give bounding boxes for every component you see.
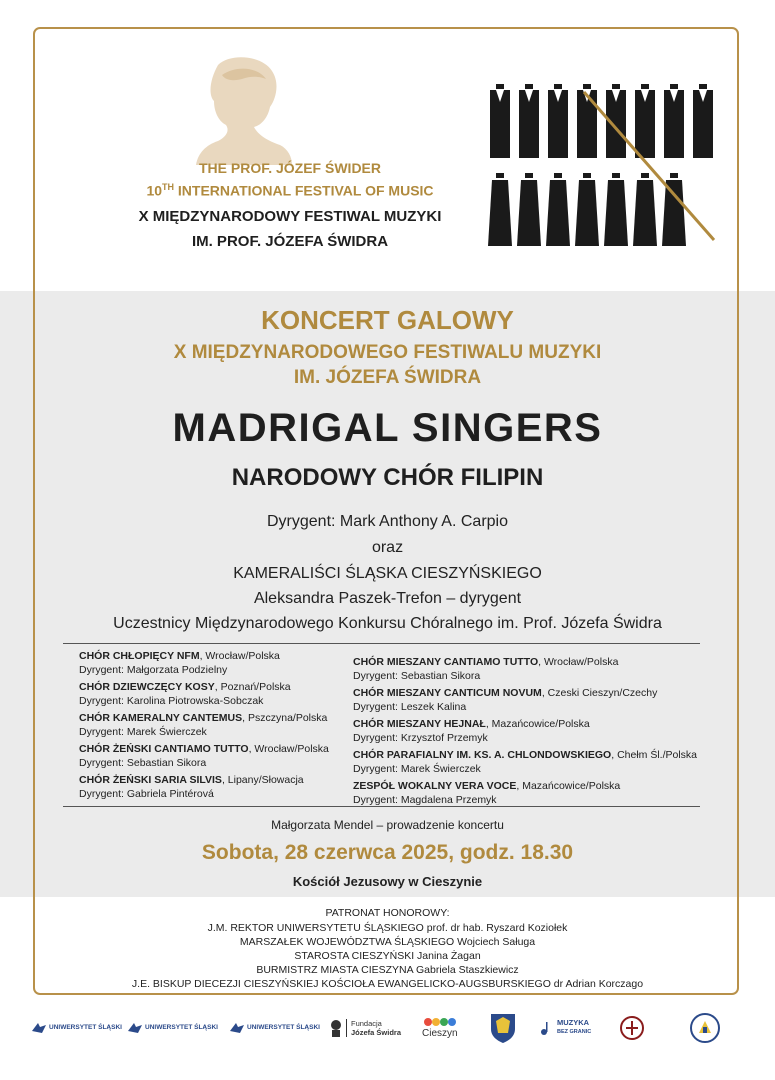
university-logo-2: UNIWERSYTET ŚLĄSKI bbox=[128, 1005, 218, 1050]
list-item: CHÓR KAMERALNY CANTEMUS, Pszczyna/Polska Dyrygent: Marek Świerczek bbox=[79, 712, 328, 738]
divider-bottom bbox=[63, 806, 700, 807]
concert-subtitle-2: IM. JÓZEFA ŚWIDRA bbox=[293, 367, 482, 388]
ensembles-left-column bbox=[79, 649, 389, 804]
portrait-silhouette-icon bbox=[196, 55, 292, 165]
and-line: oraz bbox=[371, 539, 404, 556]
fundacja-logo: Fundacja Józefa Świdra bbox=[330, 1005, 401, 1050]
ensembles-right-column bbox=[353, 655, 703, 810]
header-line-1: THE PROF. JÓZEF ŚWIDER bbox=[198, 160, 381, 176]
university-emblem-icon bbox=[230, 1023, 244, 1033]
patronage-line: J.E. BISKUP DIECEZJI CIESZYŃSKIEJ KOŚCIOŁA EWANGELICKO-AUGSBURSKIEGO dr Adrian Korczago bbox=[131, 978, 644, 990]
patronage-line: MARSZAŁEK WOJEWÓDZTWA ŚLĄSKIEGO Wojciech Saługa bbox=[239, 936, 536, 948]
university-logo-1: UNIWERSYTET ŚLĄSKI bbox=[32, 1005, 122, 1050]
conductor-line: Dyrygent: Mark Anthony A. Carpio bbox=[267, 513, 508, 530]
host-line: Małgorzata Mendel – prowadzenie koncertu bbox=[271, 818, 504, 832]
sponsor-logos bbox=[0, 1005, 775, 1050]
list-item: CHÓR MIESZANY HEJNAŁ, Mazańcowice/Polska Dyrygent: Krzysztof Przemyk bbox=[353, 718, 590, 744]
cieszyn-dots-icon bbox=[423, 1016, 457, 1028]
event-date: Sobota, 28 czerwca 2025, godz. 18.30 bbox=[201, 841, 574, 864]
second-group: KAMERALIŚCI ŚLĄSKA CIESZYŃSKIEGO bbox=[233, 565, 542, 582]
list-item: CHÓR ŻEŃSKI CANTIAMO TUTTO, Wrocław/Polska Dyrygent: Sebastian Sikora bbox=[79, 743, 329, 769]
patronage-line: BURMISTRZ MIASTA CIESZYNA Gabriela Staszkiewicz bbox=[256, 964, 519, 976]
participants-line: Uczestnicy Międzynarodowego Konkursu Chóralnego im. Prof. Józefa Świdra bbox=[113, 615, 662, 632]
list-item: CHÓR ŻEŃSKI SARIA SILVIS, Lipany/Słowacja Dyrygent: Gabriela Pintérová bbox=[79, 774, 304, 800]
university-emblem-icon bbox=[32, 1023, 46, 1033]
list-item: CHÓR MIESZANY CANTICUM NOVUM, Czeski Cieszyn/Czechy Dyrygent: Leszek Kalina bbox=[353, 687, 658, 713]
concert-title: KONCERT GALOWY bbox=[261, 305, 514, 335]
concert-subtitle-1: X MIĘDZYNARODOWEGO FESTIWALU MUZYKI bbox=[173, 342, 602, 363]
parish-seal-icon bbox=[620, 1005, 644, 1050]
list-item: CHÓR MIESZANY CANTIAMO TUTTO, Wrocław/Polska Dyrygent: Sebastian Sikora bbox=[353, 656, 619, 682]
list-item: ZESPÓŁ WOKALNY VERA VOCE, Mazańcowice/Polska Dyrygent: Magdalena Przemyk bbox=[353, 780, 621, 806]
patronage-line: STAROSTA CIESZYŃSKI Janina Żagan bbox=[294, 950, 481, 962]
university-emblem-icon bbox=[128, 1023, 142, 1033]
header-line-2: 10TH INTERNATIONAL FESTIVAL OF MUSIC bbox=[146, 182, 434, 199]
second-group-conductor: Aleksandra Paszek-Trefon – dyrygent bbox=[253, 590, 522, 607]
church-seal-icon bbox=[690, 1005, 720, 1050]
cieszyn-logo: Cieszyn bbox=[422, 1005, 458, 1050]
list-item: CHÓR PARAFIALNY IM. KS. A. CHLONDOWSKIEGO, Chełm Śl./Polska Dyrygent: Marek Świerczek bbox=[353, 749, 698, 775]
header-line-4: IM. PROF. JÓZEFA ŚWIDRA bbox=[191, 233, 389, 250]
music-note-icon bbox=[540, 1021, 554, 1035]
list-item: CHÓR DZIEWCZĘCY KOSY, Poznań/Polska Dyrygent: Karolina Piotrowska-Sobczak bbox=[79, 681, 291, 707]
patronage-line: J.M. REKTOR UNIWERSYTETU ŚLĄSKIEGO prof. dr hab. Ryszard Koziołek bbox=[207, 922, 568, 934]
header-line-3: X MIĘDZYNARODOWY FESTIWAL MUZYKI bbox=[138, 208, 442, 225]
choir-conductor-icon bbox=[486, 80, 718, 246]
divider-top bbox=[63, 643, 700, 644]
muzyka-bez-granic-logo: MUZYKA BEZ GRANIC bbox=[540, 1005, 591, 1050]
list-item: CHÓR CHŁOPIĘCY NFM, Wrocław/Polska Dyrygent: Małgorzata Podzielny bbox=[79, 650, 280, 676]
event-venue: Kościół Jezusowy w Cieszynie bbox=[292, 874, 483, 889]
coat-of-arms-icon bbox=[490, 1005, 516, 1050]
fundacja-portrait-icon bbox=[330, 1019, 342, 1037]
main-performer: MADRIGAL SINGERS bbox=[172, 406, 603, 450]
main-performer-subtitle: NARODOWY CHÓR FILIPIN bbox=[231, 464, 544, 491]
university-logo-3: UNIWERSYTET ŚLĄSKI bbox=[230, 1005, 320, 1050]
patronage-heading: PATRONAT HONOROWY: bbox=[325, 907, 450, 919]
